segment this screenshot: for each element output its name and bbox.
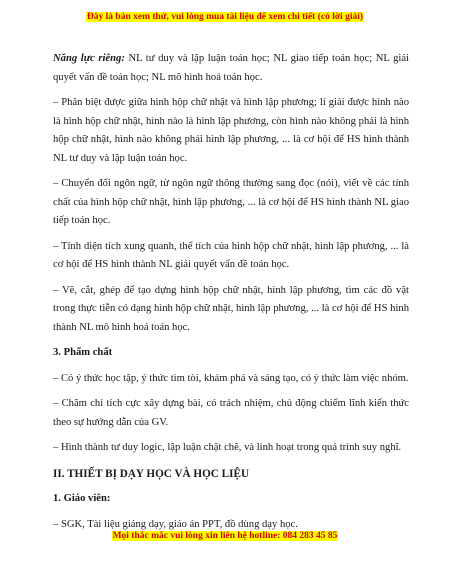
teacher-materials-item: – SGK, Tài liệu giảng dạy, giáo án PPT, đồ dùng dạy học. [53, 518, 298, 530]
preview-notice-text: Đây là bản xem thử, vui lòng mua tài liệu để xem chi tiết (có lời giải) [86, 12, 364, 22]
qualities-heading: 3. Phẩm chất [53, 347, 113, 358]
document-body [53, 50, 409, 541]
hotline-text: Mọi thắc mắc vui lòng xin liên hệ hotline: 084 283 45 85 [112, 531, 338, 541]
competency-text: NL tư duy và lập luận toán học; NL giao tiếp toán học; NL giải quyết vấn đề toán học; NL mô hình hoá toán học. [53, 53, 409, 83]
competency-item: – Tính diện tích xung quanh, thể tích của hình hộp chữ nhật, hình lập phương, ... là cơ hội để HS hình thành NL giải quyết vấn đề toán học. [53, 240, 409, 270]
quality-item: – Chăm chỉ tích cực xây dựng bài, có trách nhiệm, chủ động chiếm lĩnh kiến thức theo sự hướng dẫn của GV. [53, 398, 409, 428]
preview-notice-banner [0, 12, 450, 22]
quality-item: – Có ý thức học tập, ý thức tìm tòi, khám phá và sáng tạo, có ý thức làm việc nhóm. [53, 372, 409, 384]
competency-item: – Phân biệt được giữa hình hộp chữ nhật và hình lập phương; lí giải được hình nào là hình hộp chữ nhật, hình nào là hình lập phương, còn hình nào không phải là hình hộp chữ nhật, hình nào không phải hình lập phương, ... là cơ hội để HS hình thành NL tư duy và lập luận toán học. [53, 97, 409, 164]
competency-lead: Năng lực riêng: [53, 53, 125, 64]
competency-item: – Vẽ, cắt, ghép để tạo dựng hình hộp chữ nhật, hình lập phương, tìm các đồ vật trong thực tiễn có dạng hình hộp chữ nhật, hình lập phương, ... là cơ hội để HS hình thành NL mô hình hoá toán học. [53, 284, 409, 333]
teacher-subheading: 1. Giáo viên: [53, 493, 111, 504]
section-heading: II. THIẾT BỊ DẠY HỌC VÀ HỌC LIỆU [53, 467, 250, 480]
competency-paragraph [53, 50, 409, 87]
quality-item: – Hình thành tư duy logic, lập luận chặt chẽ, và linh hoạt trong quá trình suy nghĩ. [53, 442, 402, 453]
hotline-banner [0, 531, 450, 541]
competency-item: – Chuyển đổi ngôn ngữ, từ ngôn ngữ thông thường sang đọc (nói), viết về các tính chất của hình hộp chữ nhật, hình lập phương, ... là cơ hội để HS hình thành NL giao tiếp toán học. [53, 178, 409, 226]
